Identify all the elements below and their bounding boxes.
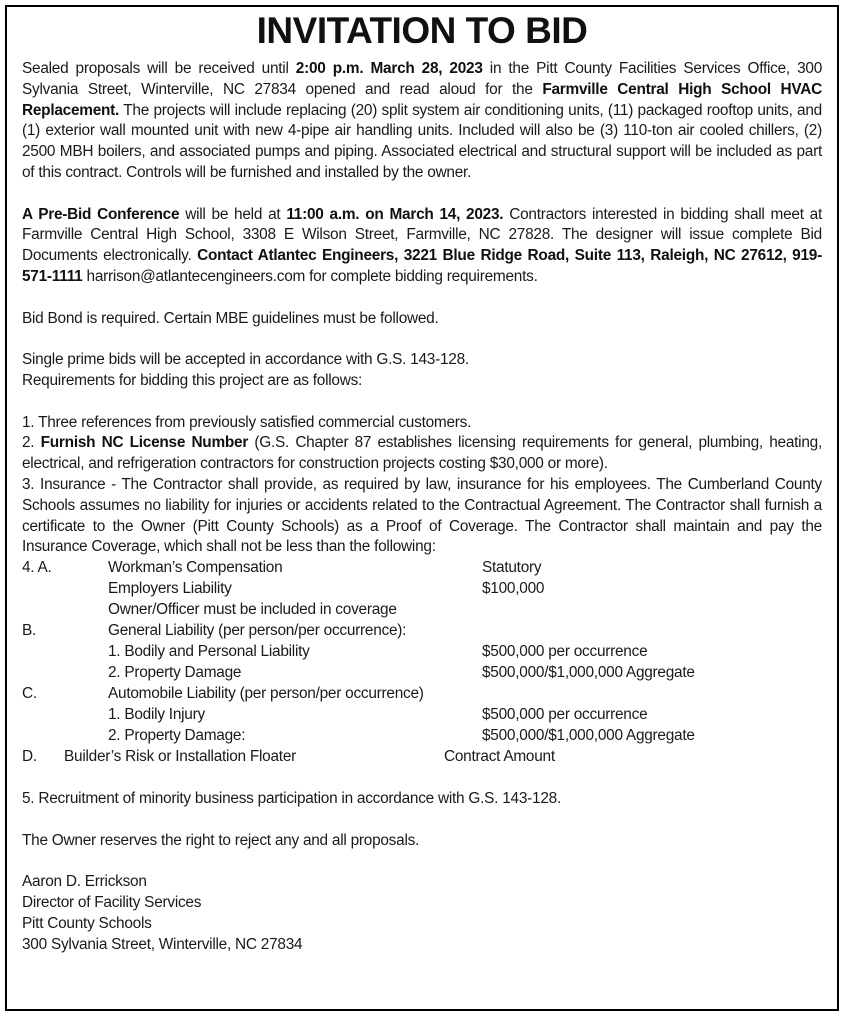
row-item: Workman’s Compensation xyxy=(108,559,283,577)
reserve-statement: The Owner reserves the right to reject any and all proposals. xyxy=(22,831,420,849)
table-row xyxy=(22,579,822,600)
contact-info: Contact Atlantec Engineers, 3221 Blue Ridge Road, Suite 113, Raleigh, NC 27612, 919-571-1111 xyxy=(22,247,822,285)
row-label xyxy=(22,663,108,684)
row-value: $500,000/$1,000,000 Aggregate xyxy=(482,727,695,745)
project-name: Farmville Central High School HVAC Replacement. xyxy=(22,80,822,119)
text: (G.S. Chapter 87 establishes licensing requirements for general, plumbing, heating, electrical, and refrigeration contractors for construction projects costing $30,000 or more). xyxy=(22,434,822,473)
insurance-table-d xyxy=(22,747,822,768)
table-row xyxy=(22,726,822,747)
notice-title: INVITATION TO BID xyxy=(256,10,588,51)
row-item: 2. Property Damage: xyxy=(108,727,246,745)
row-value: Contract Amount xyxy=(444,748,555,766)
requirement-3: 3. Insurance - The Contractor shall provide, as required by law, insurance for his employees. The Cumberland County Schools assumes no liability for injuries or accidents related to the Contractual Agreement. The Contractor shall furnish a certificate to the Owner (Pitt County Schools) as a Proof of Coverage. The Contractor shall maintain and pay the Insurance Coverage, which shall not be less than the following: xyxy=(22,475,822,556)
row-value: $100,000 xyxy=(482,580,545,598)
signature-block xyxy=(22,872,822,955)
row-item: Employers Liability xyxy=(108,580,232,598)
license-label: Furnish NC License Number xyxy=(40,434,249,452)
row-item: Automobile Liability (per person/per occurrence) xyxy=(108,685,424,703)
requirement-1: 1. Three references from previously satisfied commercial customers. xyxy=(22,413,472,431)
row-label: B. xyxy=(22,622,37,640)
table-row xyxy=(22,642,822,663)
signer-org: Pitt County Schools xyxy=(22,914,152,932)
pre-bid-label: A Pre-Bid Conference xyxy=(22,205,180,223)
row-item: 1. Bodily and Personal Liability xyxy=(108,643,310,661)
text: Contractors interested in bidding shall meet at Farmville Central High School, 3308 E Wilson Street, Farmville, NC 27828. The designer will issue complete Bid Documents electronically. xyxy=(22,205,823,265)
table-row xyxy=(22,558,822,579)
table-row xyxy=(22,747,822,768)
row-label xyxy=(22,726,108,747)
proposal-paragraph xyxy=(22,59,822,184)
requirement-5: 5. Recruitment of minority business participation in accordance with G.S. 143-128. xyxy=(22,789,561,807)
row-item: 2. Property Damage xyxy=(108,664,242,682)
pre-bid-paragraph xyxy=(22,205,822,288)
row-item: Owner/Officer must be included in coverage xyxy=(108,601,397,619)
text: will be held at xyxy=(179,205,287,223)
row-item: Builder’s Risk or Installation Floater xyxy=(64,748,297,766)
row-value xyxy=(482,600,822,621)
text: Sealed proposals will be received until xyxy=(22,60,296,77)
requirement-2 xyxy=(22,433,822,475)
row-label xyxy=(22,642,108,663)
table-row xyxy=(22,705,822,726)
signer-address: 300 Sylvania Street, Winterville, NC 27834 xyxy=(22,935,303,953)
single-prime-text: Single prime bids will be accepted in accordance with G.S. 143-128. xyxy=(22,351,469,369)
row-label xyxy=(22,579,108,600)
row-value xyxy=(482,684,822,705)
row-label xyxy=(22,705,108,726)
text: in the Pitt County Facilities Services Office, 300 Sylvania Street, Winterville, NC 27834 opened and read aloud for the xyxy=(22,60,823,98)
bid-notice xyxy=(5,5,839,1011)
row-value: $500,000 per occurrence xyxy=(482,643,648,661)
notice-body xyxy=(22,59,822,955)
row-item: General Liability (per person/per occurrence): xyxy=(108,622,407,640)
signer-position: Director of Facility Services xyxy=(22,893,202,911)
text: The projects will include replacing (20) split system air conditioning units, (11) packaged rooftop units, and (1) exterior wall mounted unit with new 4-pipe air handling units. Included will also be (3) 110-ton air cooled chillers, (2) 2500 MBH boilers, and associated pumps and piping. Associated electrical and structural support will be included as part of this contract. Controls will be furnished and installed by the owner. xyxy=(22,101,822,181)
deadline: 2:00 p.m. March 28, 2023 xyxy=(295,60,483,77)
insurance-table xyxy=(22,558,822,747)
row-value xyxy=(482,621,822,642)
row-label: D. xyxy=(22,748,37,766)
table-row xyxy=(22,684,822,705)
row-value: $500,000/$1,000,000 Aggregate xyxy=(482,664,695,682)
row-value: Statutory xyxy=(482,559,542,577)
row-label: 4. A. xyxy=(22,559,52,577)
row-value: $500,000 per occurrence xyxy=(482,706,648,724)
text: 2. xyxy=(22,434,41,452)
signer-name: Aaron D. Errickson xyxy=(22,873,147,891)
table-row xyxy=(22,600,822,621)
bid-bond-text: Bid Bond is required. Certain MBE guidelines must be followed. xyxy=(22,309,439,327)
text: harrison@atlantecengineers.com for complete bidding requirements. xyxy=(82,267,538,285)
table-row xyxy=(22,663,822,684)
requirements-intro: Requirements for bidding this project are as follows: xyxy=(22,371,363,389)
pre-bid-time: 11:00 a.m. on March 14, 2023. xyxy=(286,205,504,223)
row-label: C. xyxy=(22,685,37,703)
row-label xyxy=(22,600,108,621)
row-item: 1. Bodily Injury xyxy=(108,706,205,724)
table-row xyxy=(22,621,822,642)
